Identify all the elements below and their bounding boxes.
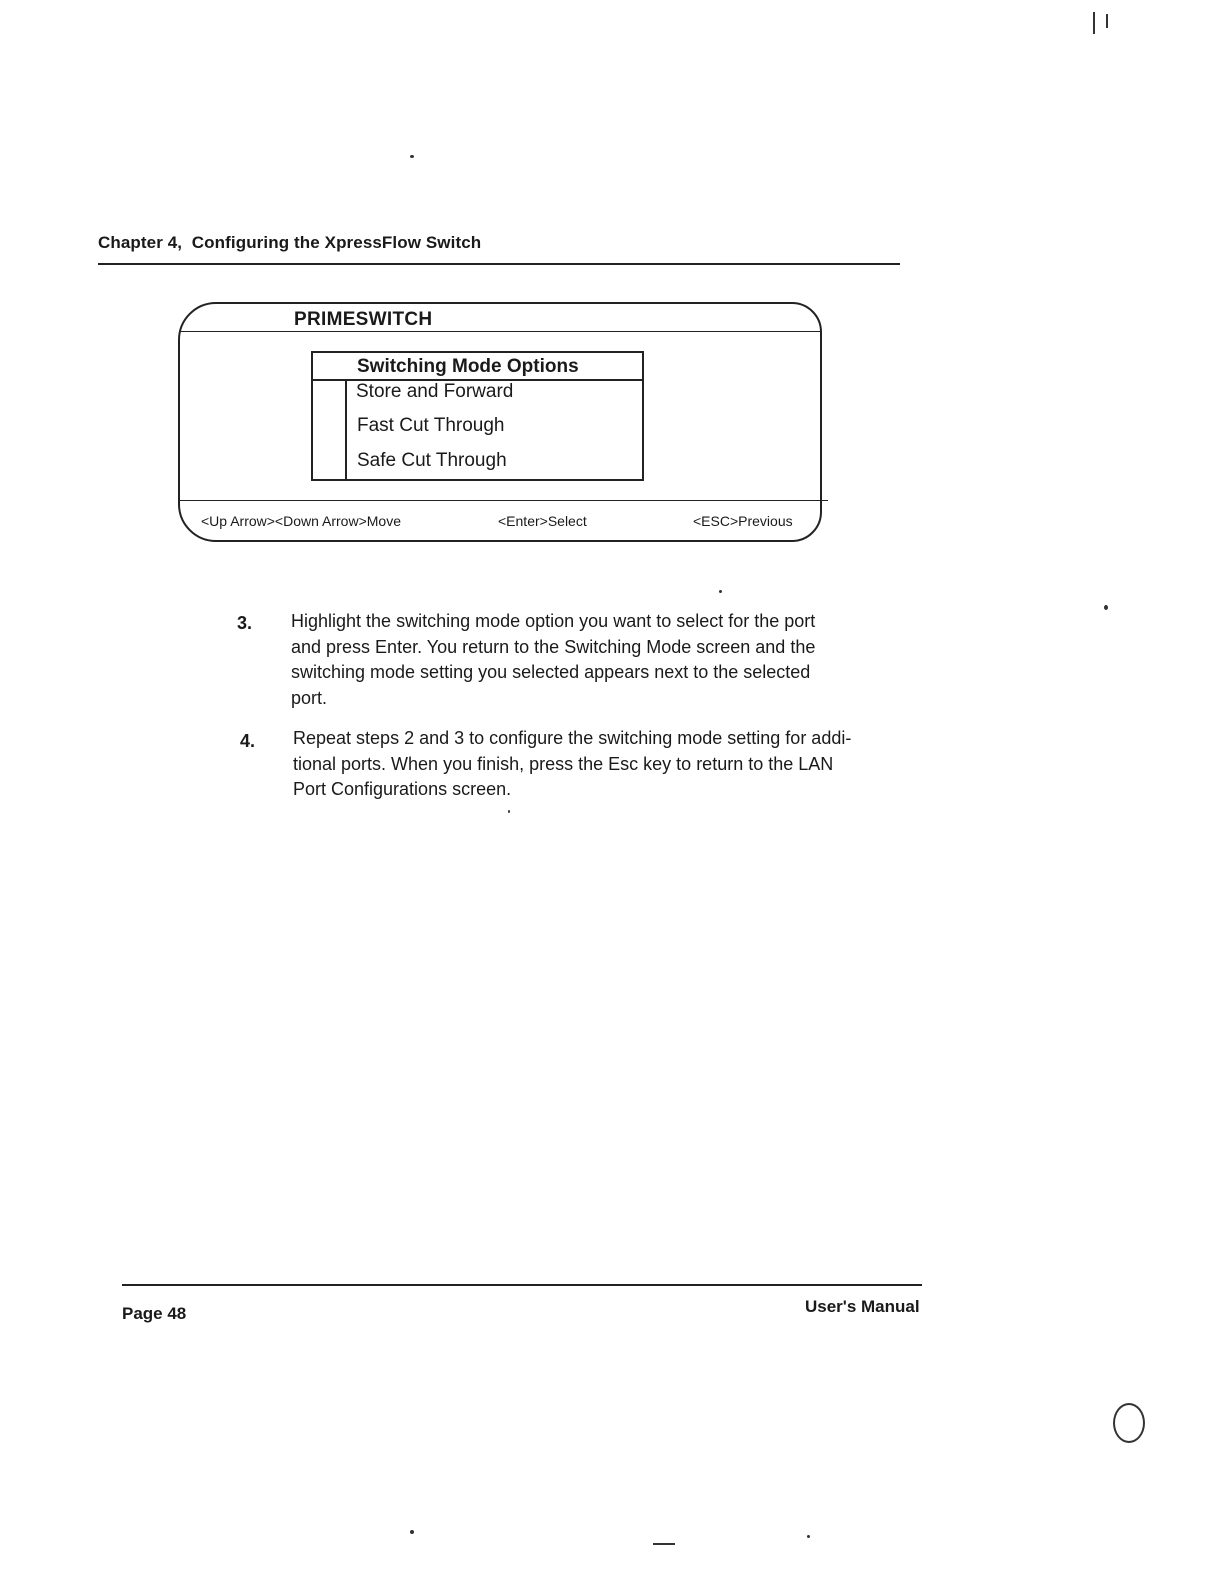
step-line: and press Enter. You return to the Switching Mode screen and the xyxy=(291,636,816,657)
manual-title: User's Manual xyxy=(805,1297,920,1316)
scan-speck xyxy=(1106,14,1108,28)
scan-speck xyxy=(719,590,722,593)
scan-speck xyxy=(653,1543,675,1545)
scan-speck xyxy=(508,810,510,813)
scan-speck xyxy=(807,1535,810,1538)
screen-title: PRIMESWITCH xyxy=(294,309,433,330)
key-hint-move: <Up Arrow><Down Arrow>Move xyxy=(201,513,401,529)
step-number: 3. xyxy=(237,613,253,633)
step-text xyxy=(293,726,933,803)
key-hint-previous: <ESC>Previous xyxy=(693,513,793,529)
header-divider xyxy=(98,263,900,265)
step-line: Port Configurations screen. xyxy=(293,779,512,799)
step-line: port. xyxy=(291,687,328,708)
option-store-and-forward[interactable]: Store and Forward xyxy=(356,381,514,402)
chapter-header: Chapter 4, Configuring the XpressFlow Switch xyxy=(98,233,482,252)
step-line: Highlight the switching mode option you want to select for the port xyxy=(291,611,816,631)
options-menu-title: Switching Mode Options xyxy=(357,356,579,377)
screen-title-divider xyxy=(180,331,820,332)
step-line: Repeat steps 2 and 3 to configure the switching mode setting for addi- xyxy=(293,728,852,748)
page-number: Page 48 xyxy=(122,1304,187,1323)
scan-speck xyxy=(1093,12,1095,34)
step-text xyxy=(291,609,931,711)
screen-footer-divider xyxy=(180,500,828,501)
footer-divider xyxy=(122,1284,922,1286)
step-number: 4. xyxy=(240,731,256,751)
option-safe-cut-through[interactable]: Safe Cut Through xyxy=(357,450,507,471)
key-hint-select: <Enter>Select xyxy=(498,513,587,529)
options-selection-column xyxy=(345,380,347,480)
scan-speck xyxy=(1113,1403,1145,1443)
scan-speck xyxy=(1104,605,1108,610)
scan-speck xyxy=(410,155,414,158)
step-line: tional ports. When you finish, press the Esc key to return to the LAN xyxy=(293,753,834,774)
scan-speck xyxy=(410,1530,414,1534)
option-fast-cut-through[interactable]: Fast Cut Through xyxy=(357,415,505,436)
step-line: switching mode setting you selected appears next to the selected xyxy=(291,662,811,682)
